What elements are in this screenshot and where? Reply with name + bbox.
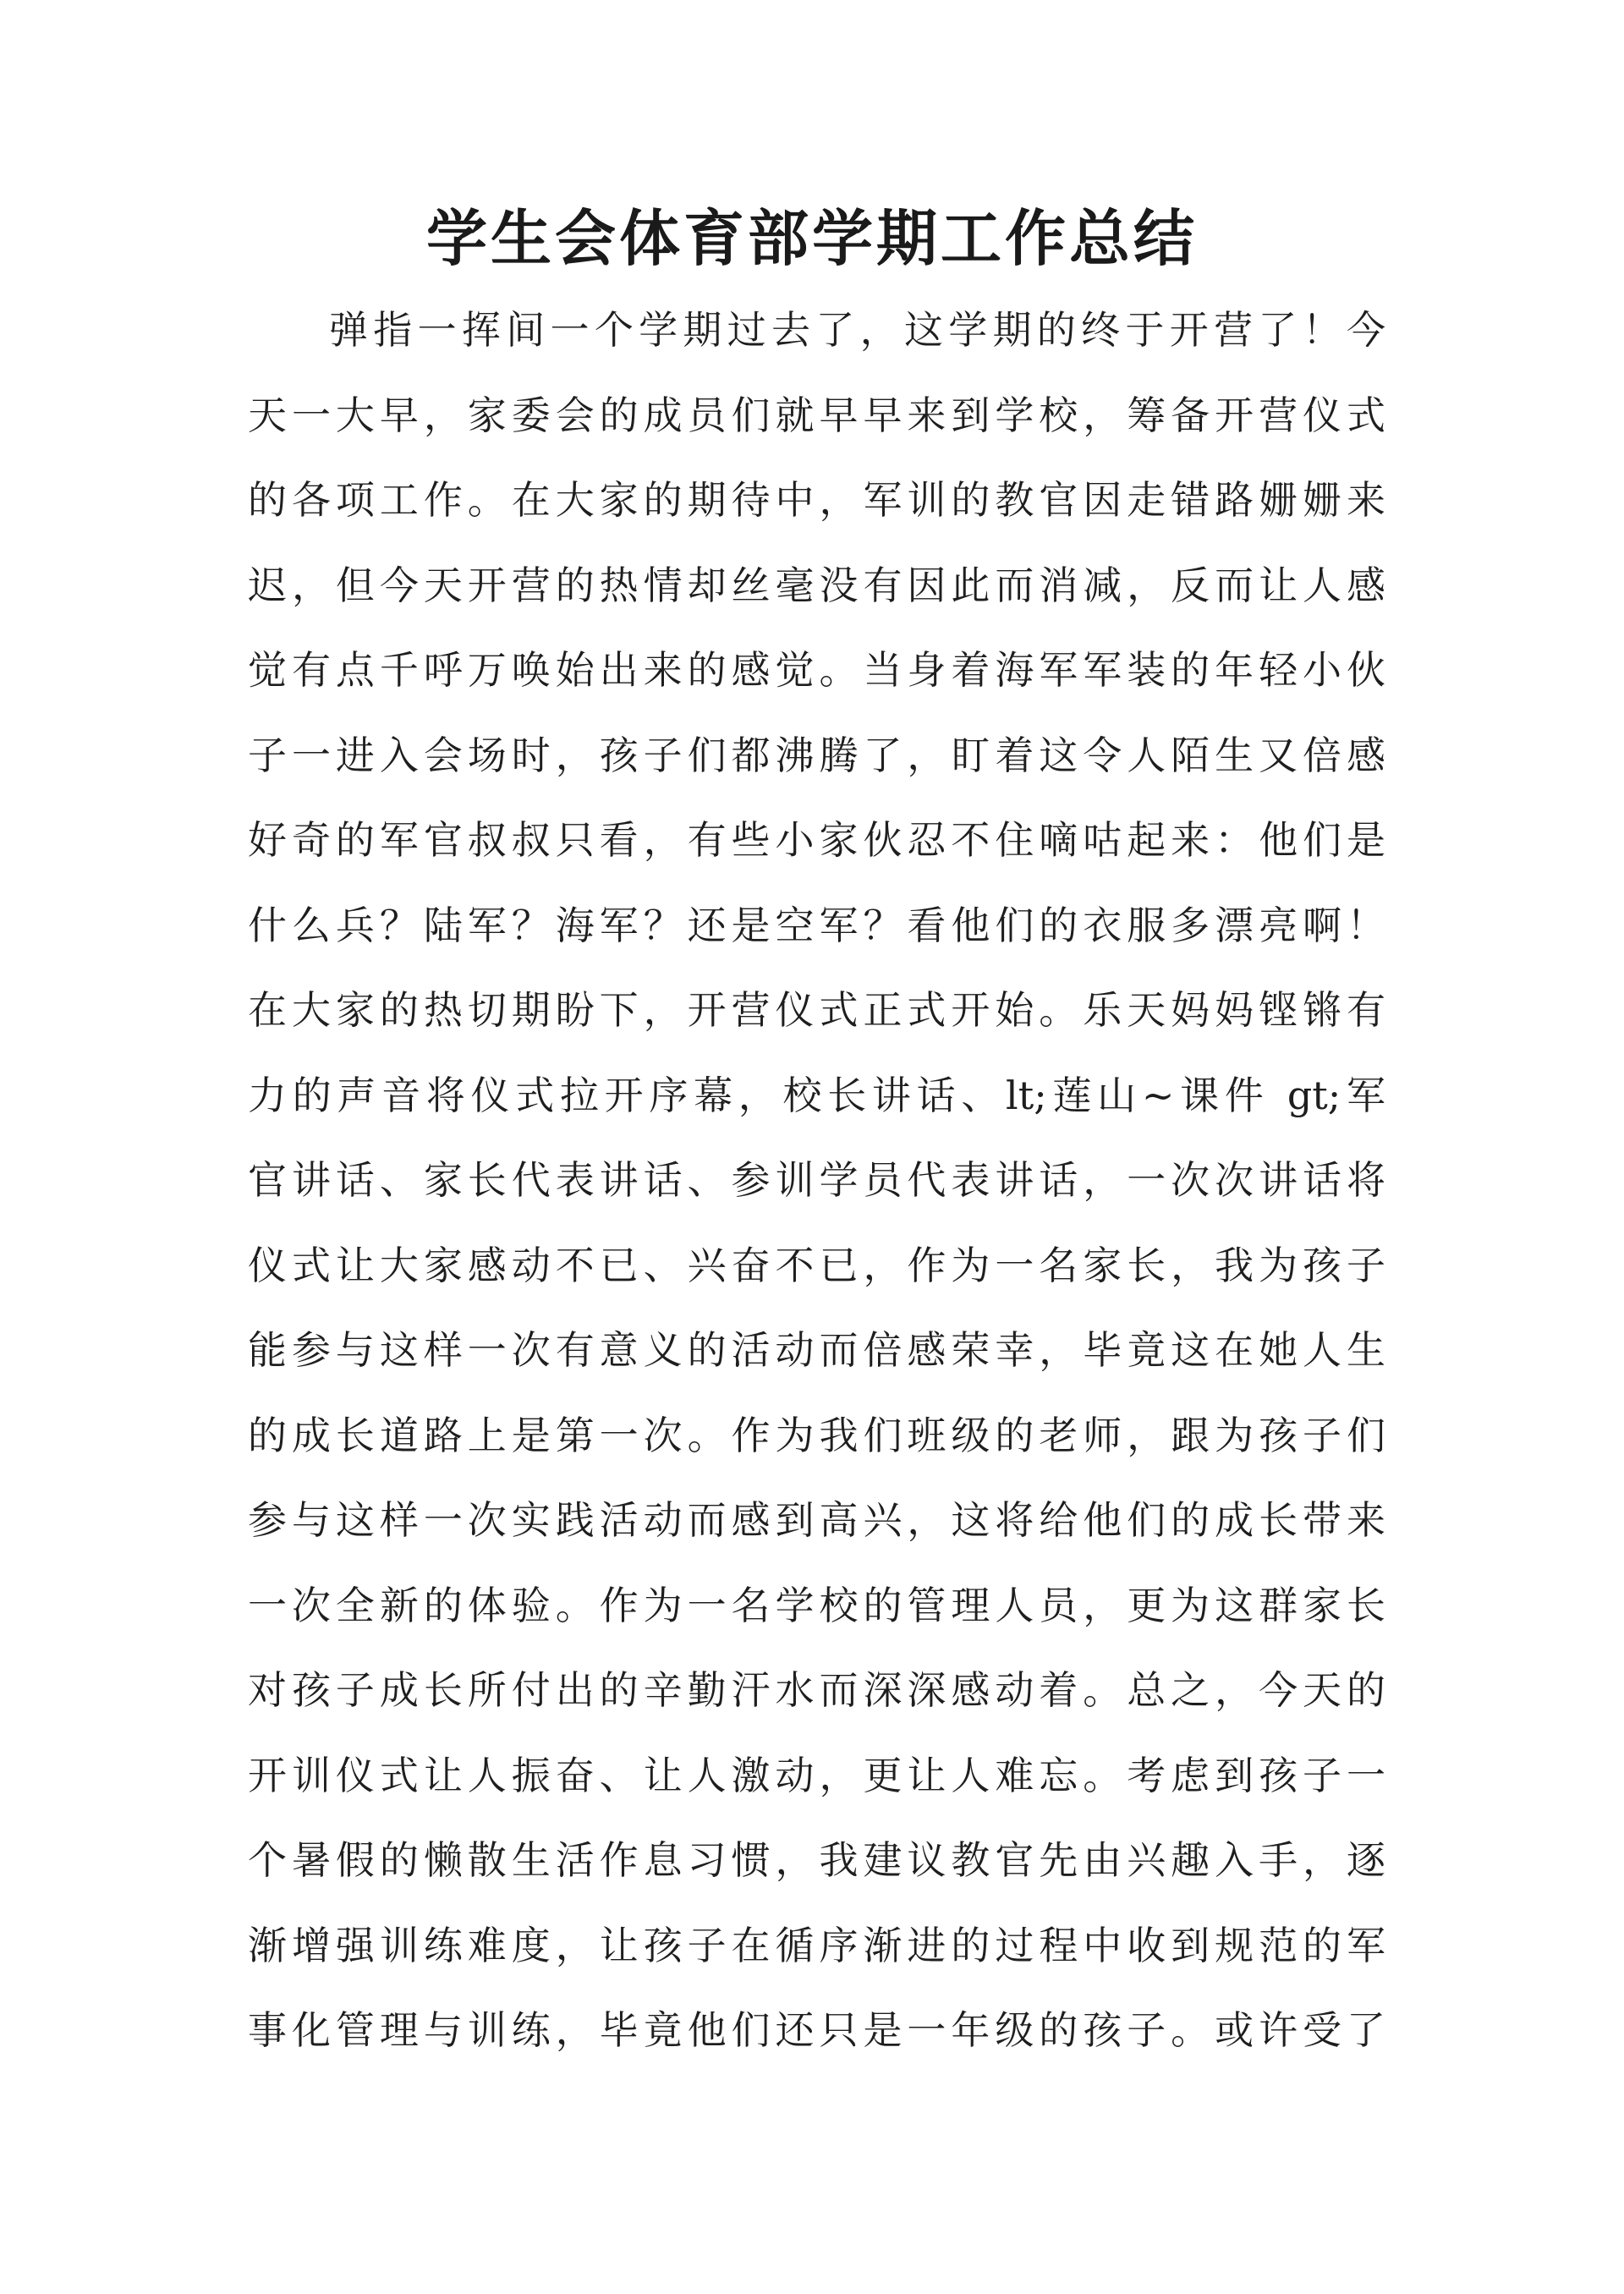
document-body bbox=[248, 288, 1385, 2073]
body-line: 在大家的热切期盼下，开营仪式正式开始。乐天妈妈铿锵有 bbox=[248, 987, 1385, 1033]
body-line: 天一大早，家委会的成员们就早早来到学校，筹备开营仪式 bbox=[248, 392, 1385, 438]
body-line: 的各项工作。在大家的期待中，军训的教官因走错路姗姗来 bbox=[248, 477, 1385, 523]
body-line: 一次全新的体验。作为一名学校的管理人员，更为这群家长 bbox=[248, 1582, 1385, 1628]
body-line: 的成长道路上是第一次。作为我们班级的老师，跟为孩子们 bbox=[248, 1412, 1385, 1458]
body-line: 事化管理与训练，毕竟他们还只是一年级的孩子。或许受了 bbox=[248, 2007, 1385, 2053]
body-line: 什么兵？陆军？海军？还是空军？看他们的衣服多漂亮啊！ bbox=[248, 902, 1385, 948]
body-line: 迟，但今天开营的热情却丝毫没有因此而消减，反而让人感 bbox=[248, 562, 1385, 608]
body-line: 开训仪式让人振奋、让人激动，更让人难忘。考虑到孩子一 bbox=[248, 1752, 1385, 1798]
document-title: 学生会体育部学期工作总结 bbox=[425, 202, 1198, 274]
body-line: 子一进入会场时，孩子们都沸腾了，盯着这令人陌生又倍感 bbox=[248, 732, 1385, 778]
body-line: 能参与这样一次有意义的活动而倍感荣幸，毕竟这在她人生 bbox=[248, 1327, 1385, 1373]
body-line: 官讲话、家长代表讲话、参训学员代表讲话，一次次讲话将 bbox=[248, 1157, 1385, 1203]
body-line: 对孩子成长所付出的辛勤汗水而深深感动着。总之，今天的 bbox=[248, 1667, 1385, 1713]
body-line: 渐增强训练难度，让孩子在循序渐进的过程中收到规范的军 bbox=[248, 1922, 1385, 1968]
body-line: 好奇的军官叔叔只看，有些小家伙忍不住嘀咕起来：他们是 bbox=[248, 817, 1385, 863]
body-line: 弹指一挥间一个学期过去了，这学期的终于开营了！今 bbox=[329, 307, 1385, 353]
body-line: 仪式让大家感动不已、兴奋不已，作为一名家长，我为孩子 bbox=[248, 1242, 1385, 1288]
body-line: 力的声音将仪式拉开序幕，校长讲话、lt;莲山~课件 gt;军 bbox=[248, 1072, 1385, 1118]
body-line: 觉有点千呼万唤始出来的感觉。当身着海军军装的年轻小伙 bbox=[248, 647, 1385, 693]
body-line: 参与这样一次实践活动而感到高兴，这将给他们的成长带来 bbox=[248, 1497, 1385, 1543]
body-line: 个暑假的懒散生活作息习惯，我建议教官先由兴趣入手，逐 bbox=[248, 1837, 1385, 1883]
